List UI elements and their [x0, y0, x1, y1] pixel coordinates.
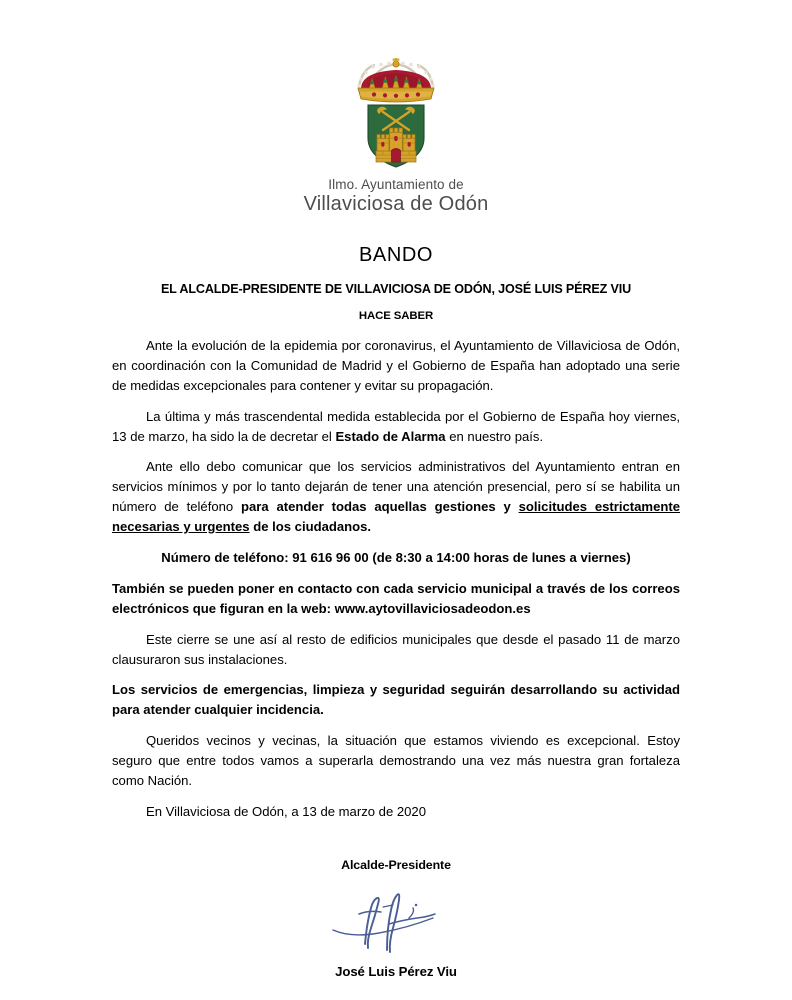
paragraph-3-text-before: Ante ello debo comunicar que los servicios administrativos del Ayuntamiento entran en servicios mínimos y por lo tanto dejarán de tener una atención presencial, pero sí se habilita un número de teléfono [112, 459, 680, 515]
paragraph-3-underlined-run: solicitudes estrictamente necesarias y urgentes [112, 499, 680, 535]
estado-de-alarma-emphasis: Estado de Alarma [335, 428, 446, 444]
signature-block [112, 858, 680, 979]
page-title: BANDO [358, 244, 434, 266]
paragraph-3-text-after: de los ciudadanos. [249, 519, 372, 535]
paragraph-2-text-before: La última y más trascendental medida establecida por el Gobierno de España hoy viernes, 13 de marzo, ha sido la de decretar el [112, 408, 680, 444]
paragraph-5: Este cierre se une así al resto de edificios municipales que desde el pasado 11 de marzo clausuraron sus instalaciones. [112, 631, 680, 667]
document-body [112, 322, 680, 979]
phone-number-line: Número de teléfono: 91 616 96 00 (de 8:30 a 14:00 horas de lunes a viernes) [161, 550, 631, 566]
paragraph-7: Queridos vecinos y vecinas, la situación que estamos viviendo es excepcional. Estoy seguro que entre todos vamos a superarla demostrando una vez más nuestra gran fortaleza como Nación. [112, 733, 680, 789]
handwritten-signature-icon [321, 878, 471, 956]
paragraph-4-email-web: También se pueden poner en contacto con cada servicio municipal a través de los correos electrónicos que figuran en la web: www.aytovillaviciosadeodon.es [112, 580, 680, 616]
paragraph-3 [112, 457, 680, 537]
signatory-role: Alcalde-Presidente [341, 857, 451, 872]
org-name-prefix: Ilmo. Ayuntamiento de [328, 177, 464, 192]
document-subtitle: EL ALCALDE-PRESIDENTE DE VILLAVICIOSA DE ODÓN, JOSÉ LUIS PÉREZ VIU [160, 282, 632, 296]
paragraph-1: Ante la evolución de la epidemia por coronavirus, el Ayuntamiento de Villaviciosa de Odón, en coordinación con la Comunidad de Madrid y el Gobierno de España han adoptado una serie de medidas excepcionales para contener y evitar su propagación. [112, 338, 680, 393]
letterhead [0, 0, 792, 216]
org-name: Villaviciosa de Odón [303, 193, 489, 215]
coat-of-arms-icon [343, 58, 449, 170]
paragraph-6-emergency-services: Los servicios de emergencias, limpieza y seguridad seguirán desarrollando su actividad para atender cualquier incidencia. [112, 682, 680, 718]
signatory-name: José Luis Pérez Viu [335, 963, 457, 979]
place-and-date: En Villaviciosa de Odón, a 13 de marzo de 2020 [146, 803, 427, 819]
paragraph-2 [112, 407, 680, 447]
document-declaration: HACE SABER [358, 310, 434, 322]
paragraph-2-text-after: en nuestro país. [445, 428, 544, 444]
paragraph-3-bold-run: para atender todas aquellas gestiones y [241, 499, 519, 515]
